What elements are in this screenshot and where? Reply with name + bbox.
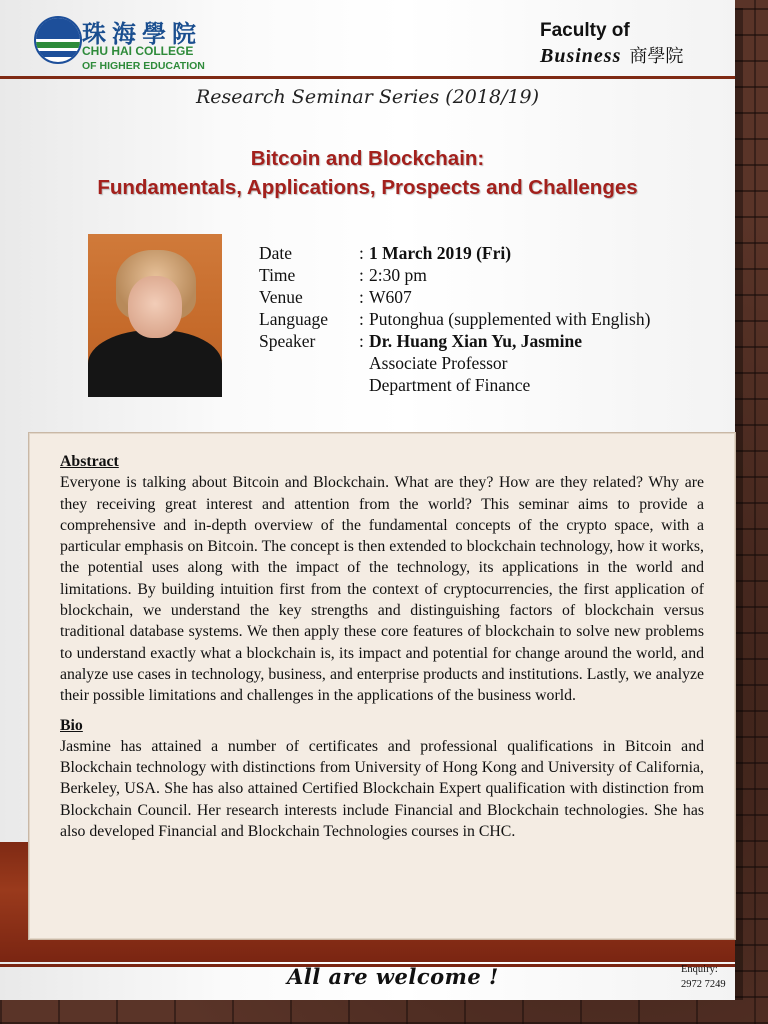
faculty-heading [540, 20, 730, 68]
speaker-photo [88, 234, 222, 397]
speaker-row [259, 330, 650, 352]
speaker-name: Dr. Huang Xian Yu, Jasmine [369, 331, 582, 351]
venue-value: W607 [369, 287, 412, 307]
enquiry-contact [681, 962, 726, 992]
seminar-title-line1: Bitcoin and Blockchain: [250, 147, 485, 170]
faculty-of-label: Faculty of [540, 20, 630, 41]
date-row [259, 242, 650, 264]
logo-english-line1: CHU HAI COLLEGE [82, 44, 194, 58]
speaker-title-row [259, 352, 650, 374]
welcome-message: All are welcome ! [287, 964, 499, 989]
faculty-chinese-label: 商學院 [629, 46, 684, 67]
time-value: 2:30 pm [369, 265, 427, 285]
logo-english-line2: OF HIGHER EDUCATION [82, 60, 205, 72]
seminar-title [0, 144, 735, 202]
date-label: Date [259, 243, 293, 263]
separator: : [359, 331, 364, 351]
language-label: Language [259, 309, 328, 329]
abstract-text: Everyone is talking about Bitcoin and Blockchain. What are they? How are they related? Why are they receiving great interest and attention from the world? This seminar aims to provide a comprehensive and in-depth overview of the fundamental concepts of the crypto space, with a particular emphasis on Bitcoin. The concept is then extended to blockchain technology, how it works, the potential uses along with the impact of the technology, its applications in the world and limitations. By building intuition first from the context of cryptocurrencies, the first application of blockchain, we understand the key strengths and distinguishing factors of blockchain versus traditional database systems. We then apply these core features of blockchain to solve new problems to understand exactly what a blockchain is, its impact and potential for change around the world, and analyze use cases in technology, business, and enterprise products and institutions. Lastly, we analyze their possible limitations and challenges in the applications of the business world. [60, 474, 704, 705]
separator: : [359, 309, 364, 329]
seminar-title-line2: Fundamentals, Applications, Prospects and Challenges [97, 176, 638, 199]
separator: : [359, 265, 364, 285]
language-row [259, 308, 650, 330]
speaker-dept-row [259, 374, 650, 396]
enquiry-phone: 2972 7249 [681, 979, 726, 990]
logo-chinese-name: 珠海學院 [82, 19, 202, 48]
venue-label: Venue [259, 287, 303, 307]
time-row [259, 264, 650, 286]
time-label: Time [259, 265, 296, 285]
college-logo [32, 14, 212, 72]
college-emblem-icon [34, 16, 82, 64]
venue-row [259, 286, 650, 308]
seminar-details [259, 242, 650, 396]
seminar-series: Research Seminar Series (2018/19) [195, 86, 540, 108]
separator: : [359, 287, 364, 307]
bio-text: Jasmine has attained a number of certificates and professional qualifications in Bitcoin and Blockchain technology with distinctions from University of Hong Kong and University of California, Berkeley, USA. She has also attained Certified Blockchain Expert qualification with distinction from Blockchain Council. Her research interests include Financial and Blockchain technologies. She has also developed Financial and Blockchain Technologies courses in CHC. [60, 737, 704, 841]
faculty-business-label: Business [540, 45, 622, 67]
abstract-box [28, 432, 736, 940]
speaker-label: Speaker [259, 331, 316, 351]
paper-shadow [735, 8, 743, 1000]
abstract-heading: Abstract [60, 453, 119, 470]
header-divider [0, 76, 735, 79]
separator: : [359, 243, 364, 263]
language-value: Putonghua (supplemented with English) [369, 309, 651, 329]
enquiry-label: Enquiry: [681, 964, 718, 975]
abstract-content [60, 451, 704, 842]
date-value: 1 March 2019 (Fri) [369, 243, 512, 263]
speaker-department: Department of Finance [369, 375, 531, 395]
bio-heading: Bio [60, 716, 83, 734]
speaker-title: Associate Professor [369, 353, 508, 373]
